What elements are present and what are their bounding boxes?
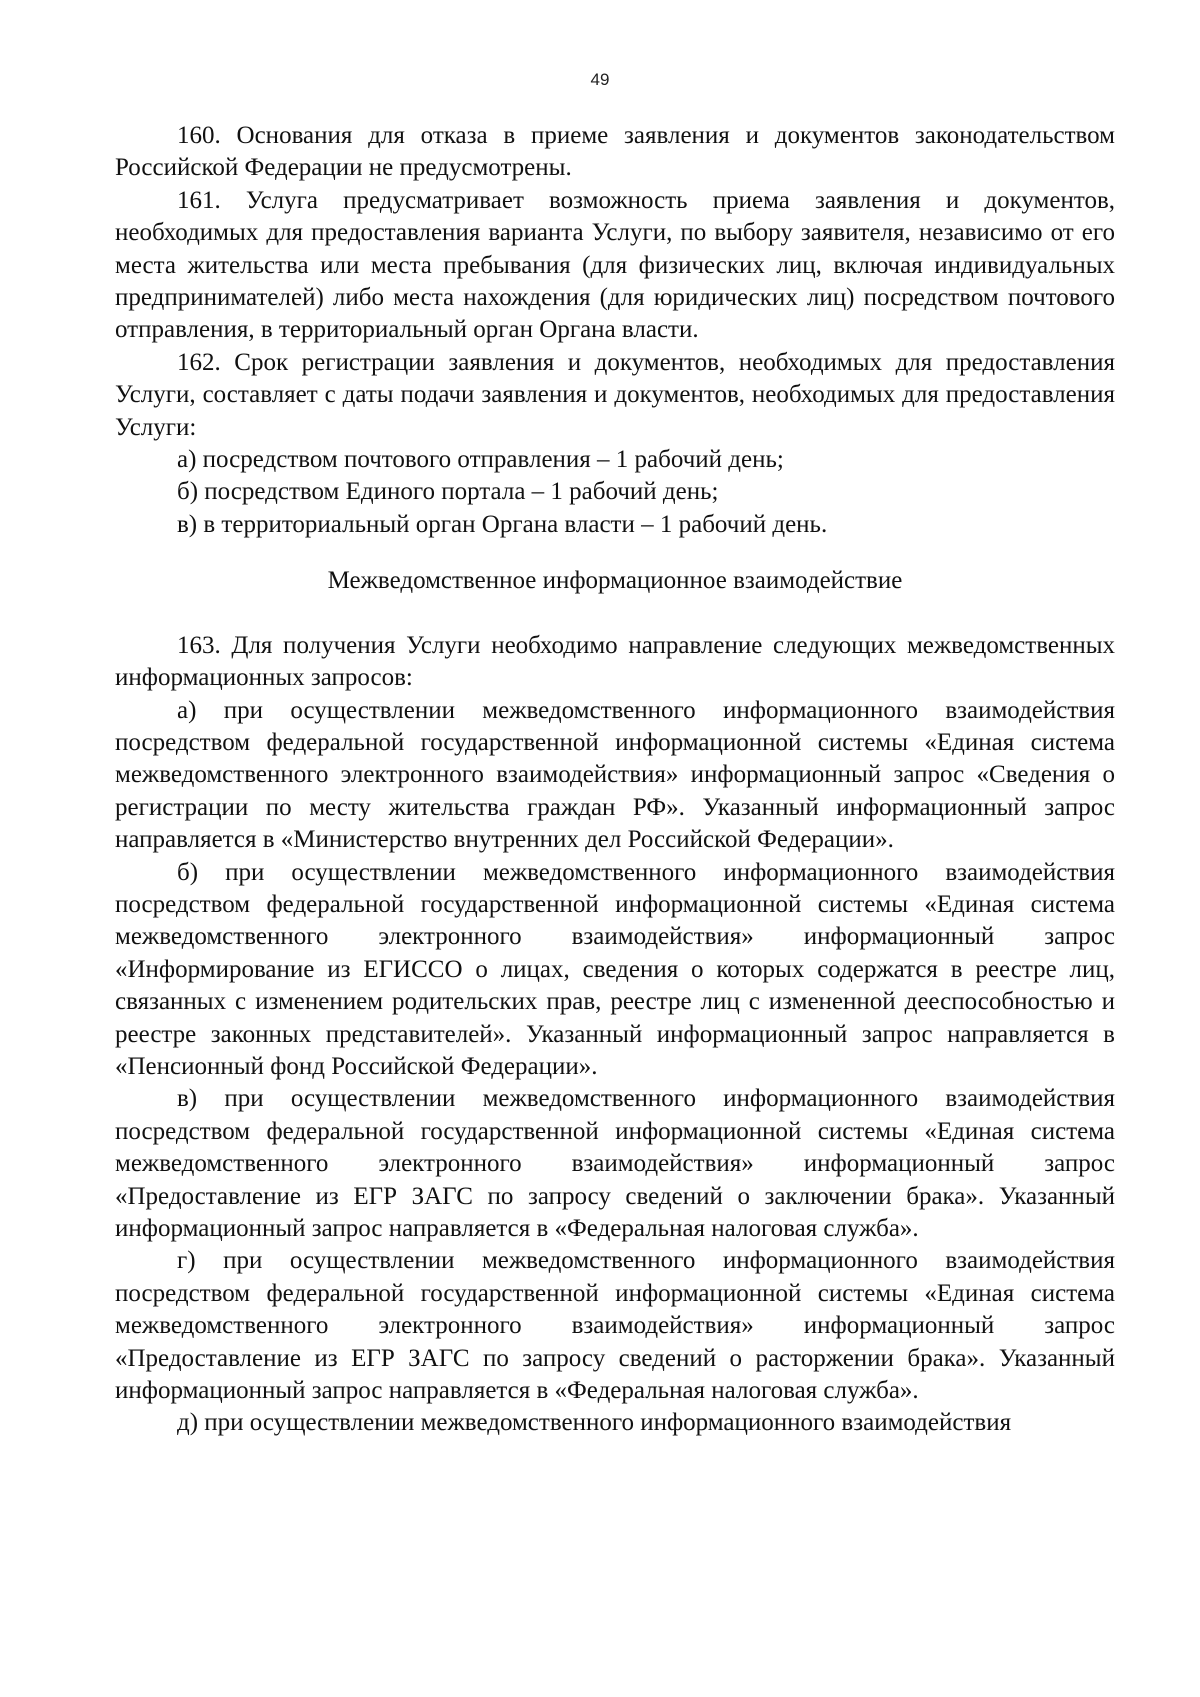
page-number: 49 <box>590 70 610 89</box>
paragraph-163-item-a: а) при осуществлении межведомственного информационного взаимодействия посредством федеральной государственной информационной системы «Единая система межведомственного электронного взаимодействия» информационный запрос «Сведения о регистрации по месту жительства граждан РФ». Указанный информационный запрос направляется в «Министерство внутренних дел Российской Федерации». <box>115 696 1115 854</box>
paragraph-160: 160. Основания для отказа в приеме заявления и документов законодательством Российской Федерации не предусмотрены. <box>115 122 1115 182</box>
paragraph-161: 161. Услуга предусматривает возможность приема заявления и документов, необходимых для предоставления варианта Услуги, по выбору заявителя, независимо от его места жительства или места пребывания (для физических лиц, включая индивидуальных предпринимателей) либо места нахождения (для юридических лиц) посредством почтового отправления, в территориальный орган Органа власти. <box>115 186 1115 344</box>
paragraph-163-item-v: в) при осуществлении межведомственного информационного взаимодействия посредством федеральной государственной информационной системы «Единая система межведомственного электронного взаимодействия» информационный запрос «Предоставление из ЕГР ЗАГС по запросу сведений о заключении брака». Указанный информационный запрос направляется в «Федеральная налоговая служба». <box>115 1085 1115 1242</box>
paragraph-162-item-v: в) в территориальный орган Органа власти – 1 рабочий день. <box>177 510 828 538</box>
paragraph-162: 162. Срок регистрации заявления и документов, необходимых для предоставления Услуги, составляет с даты подачи заявления и документов, необходимых для предоставления Услуги: <box>115 348 1115 441</box>
paragraph-162-item-a: а) посредством почтового отправления – 1 рабочий день; <box>177 446 784 474</box>
paragraph-162-item-b: б) посредством Единого портала – 1 рабочий день; <box>177 478 719 506</box>
section-heading: Межведомственное информационное взаимодействие <box>327 567 903 595</box>
paragraph-163-item-d: д) при осуществлении межведомственного информационного взаимодействия <box>177 1409 1012 1437</box>
paragraph-163-item-b: б) при осуществлении межведомственного информационного взаимодействия посредством федеральной государственной информационной системы «Единая система межведомственного электронного взаимодействия» информационный запрос «Информирование из ЕГИССО о лицах, сведения о которых содержатся в реестре лиц, связанных с изменением родительских прав, реестре лиц с измененной дееспособностью и реестре законных представителей». Указанный информационный запрос направляется в «Пенсионный фонд Российской Федерации». <box>115 858 1115 1080</box>
paragraph-163-item-g: г) при осуществлении межведомственного информационного взаимодействия посредством федеральной государственной информационной системы «Единая система межведомственного электронного взаимодействия» информационный запрос «Предоставление из ЕГР ЗАГС по запросу сведений о расторжении брака». Указанный информационный запрос направляется в «Федеральная налоговая служба». <box>115 1247 1115 1405</box>
document-body <box>115 120 1115 1440</box>
paragraph-163: 163. Для получения Услуги необходимо направление следующих межведомственных информационных запросов: <box>115 631 1115 692</box>
